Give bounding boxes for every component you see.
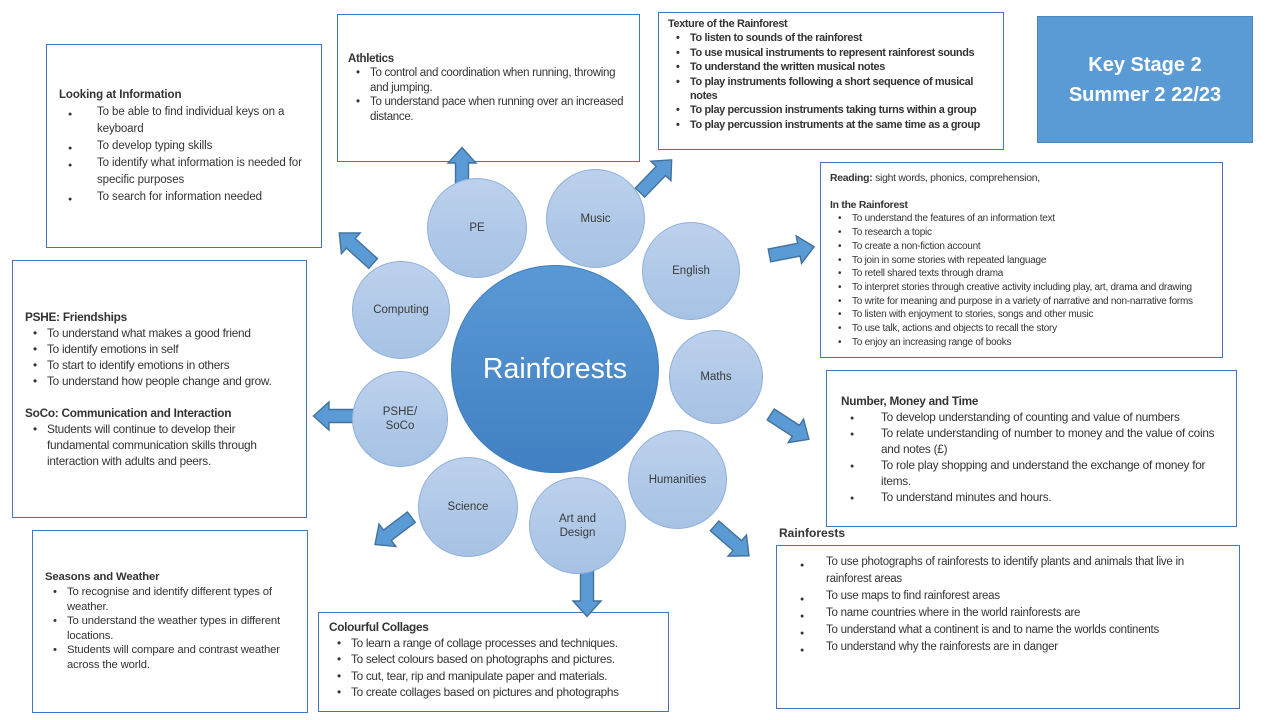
bullet-list xyxy=(348,66,631,124)
subject-circle-humanities xyxy=(628,430,727,529)
subject-label: Art and Design xyxy=(558,512,597,539)
bullet-list xyxy=(830,212,1214,349)
subject-label: Science xyxy=(447,501,489,513)
bullet-list xyxy=(25,325,298,389)
bullet-item: ● To understand what a continent is and to name the worlds continents xyxy=(791,622,1231,639)
bullet-item: ● To use maps to find rainforest areas xyxy=(791,588,1231,605)
bullet-item: • To cut, tear, rip and manipulate paper and materials. xyxy=(329,668,660,684)
key-stage-line1: Key Stage 2 xyxy=(1088,53,1202,76)
science-seasons-weather-box xyxy=(32,530,308,713)
bullet-item: ● To search for information needed xyxy=(59,189,311,206)
box-title: Athletics xyxy=(348,52,394,65)
down-right-arrow-icon xyxy=(761,401,819,454)
bullet-item: • To start to identify emotions in others xyxy=(25,357,298,373)
bullet-item: • To join in some stories with repeated language xyxy=(830,254,1214,268)
bullet-item: • Students will compare and contrast weather across the world. xyxy=(45,643,299,672)
bullet-item: • To recognise and identify different types of weather. xyxy=(45,585,299,614)
maths-number-money-time-box xyxy=(826,370,1237,527)
arrow-glyph xyxy=(703,513,760,569)
bullet-item: • To write for meaning and purpose in a variety of narrative and non-narrative forms xyxy=(830,295,1214,309)
box-title: SoCo: Communication and Interaction xyxy=(25,406,232,420)
bullet-item: ● To understand minutes and hours. xyxy=(841,489,1226,505)
box-title: Number, Money and Time xyxy=(841,393,979,408)
box-title: In the Rainforest xyxy=(830,199,908,211)
reading-lead xyxy=(830,172,1214,186)
bullet-list xyxy=(329,635,660,700)
box-title: PSHE: Friendships xyxy=(25,310,127,324)
bullet-item: • To understand pace when running over an increased distance. xyxy=(348,95,631,124)
bullet-item: • To enjoy an increasing range of books xyxy=(830,336,1214,350)
bullet-item: ● To develop understanding of counting and value of numbers xyxy=(841,409,1226,425)
subject-label: Computing xyxy=(373,304,429,316)
bullet-item: • To understand the features of an information text xyxy=(830,212,1214,226)
soco-section xyxy=(25,405,298,469)
english-reading-box xyxy=(820,162,1223,358)
box-title: Texture of the Rainforest xyxy=(668,18,788,30)
bullet-item: ● To identify what information is needed for specific purposes xyxy=(59,155,311,189)
bullet-item: • To play instruments following a short sequence of musical notes xyxy=(668,75,997,104)
down-left-arrow-icon xyxy=(364,504,422,558)
rainforests-box-title: Rainforests xyxy=(779,526,846,540)
subject-label: PSHE/ SoCo xyxy=(382,406,418,432)
bullet-item: ● To use photographs of rainforests to identify plants and animals that live in rainforest areas xyxy=(791,554,1231,588)
subject-circle-science xyxy=(418,457,518,557)
subject-circle-english xyxy=(642,222,740,320)
pshe-section xyxy=(25,309,298,389)
bullet-item: • To create a non-fiction account xyxy=(830,240,1214,254)
bullet-list xyxy=(25,421,298,469)
arrow-glyph xyxy=(765,231,818,272)
computing-looking-at-information-box xyxy=(46,44,322,248)
bullet-list xyxy=(668,31,997,132)
bullet-item: ● To relate understanding of number to money and the value of coins and notes (£) xyxy=(841,425,1226,457)
right-arrow-icon xyxy=(765,231,818,272)
bullet-list xyxy=(791,554,1231,656)
pe-athletics-box xyxy=(337,14,640,162)
bullet-item: • To listen with enjoyment to stories, songs and other music xyxy=(830,308,1214,322)
bullet-item: • To listen to sounds of the rainforest xyxy=(668,31,997,45)
bullet-item: ● To develop typing skills xyxy=(59,138,311,155)
center-circle-rainforests xyxy=(451,265,659,473)
bullet-item: ● To understand why the rainforests are in danger xyxy=(791,639,1231,656)
bullet-list xyxy=(59,104,311,206)
bullet-item: ● To be able to find individual keys on a keyboard xyxy=(59,104,311,138)
arrow-glyph xyxy=(571,570,603,618)
box-title: Colourful Collages xyxy=(329,620,429,634)
bullet-item: • To interpret stories through creative activity including play, art, drama and drawing xyxy=(830,281,1214,295)
subject-circle-pshe-soco xyxy=(352,371,448,467)
bullet-item: • To learn a range of collage processes and techniques. xyxy=(329,635,660,651)
bullet-item: • To play percussion instruments at the same time as a group xyxy=(668,118,997,132)
bullet-item: • Students will continue to develop their fundamental communication skills through interaction with adults and peers. xyxy=(25,421,298,469)
subject-circle-computing xyxy=(352,261,450,359)
box-title: Looking at Information xyxy=(59,88,182,101)
bullet-item: ● To role play shopping and understand the exchange of money for items. xyxy=(841,457,1226,489)
box-title: Seasons and Weather xyxy=(45,571,160,584)
down-right-arrow-icon xyxy=(703,513,760,569)
subject-label: Maths xyxy=(700,371,732,383)
bullet-item: • To understand what makes a good friend xyxy=(25,325,298,341)
down-arrow-icon xyxy=(571,570,603,618)
bullet-item: • To control and coordination when running, throwing and jumping. xyxy=(348,66,631,95)
art-colourful-collages-box xyxy=(318,612,669,712)
bullet-item: • To use musical instruments to represent rainforest sounds xyxy=(668,46,997,60)
humanities-rainforests-box xyxy=(776,545,1240,709)
bullet-item: • To play percussion instruments taking turns within a group xyxy=(668,103,997,117)
music-texture-of-rainforest-box xyxy=(658,12,1004,150)
subject-label: Music xyxy=(580,212,611,225)
subject-label: PE xyxy=(469,222,485,234)
subject-circle-music xyxy=(546,169,645,268)
bullet-item: • To understand the weather types in different locations. xyxy=(45,614,299,643)
bullet-item: • To understand the written musical notes xyxy=(668,60,997,74)
bullet-item: • To research a topic xyxy=(830,226,1214,240)
pshe-soco-box xyxy=(12,260,307,518)
bullet-item: • To identify emotions in self xyxy=(25,341,298,357)
subject-label: English xyxy=(672,265,710,277)
subject-circle-maths xyxy=(669,330,763,424)
reading-lead-label: Reading: xyxy=(830,173,873,184)
bullet-item: • To retell shared texts through drama xyxy=(830,267,1214,281)
bullet-item: ● To name countries where in the world rainforests are xyxy=(791,605,1231,622)
bullet-item: • To understand how people change and grow. xyxy=(25,373,298,389)
bullet-item: • To use talk, actions and objects to recall the story xyxy=(830,322,1214,336)
bullet-list xyxy=(45,585,299,673)
center-circle-label: Rainforests xyxy=(482,352,628,385)
key-stage-line2: Summer 2 22/23 xyxy=(1068,83,1222,106)
subject-circle-art-and-design xyxy=(529,477,626,574)
bullet-item: • To create collages based on pictures and photographs xyxy=(329,684,660,700)
subject-circle-pe xyxy=(427,178,527,278)
bullet-item: • To select colours based on photographs and pictures. xyxy=(329,651,660,667)
reading-lead-text: sight words, phonics, comprehension, xyxy=(872,173,1040,184)
bullet-list xyxy=(841,409,1226,505)
key-stage-banner xyxy=(1037,16,1253,143)
arrow-glyph xyxy=(761,401,819,454)
arrow-glyph xyxy=(364,504,422,558)
subject-label: Humanities xyxy=(648,473,707,486)
